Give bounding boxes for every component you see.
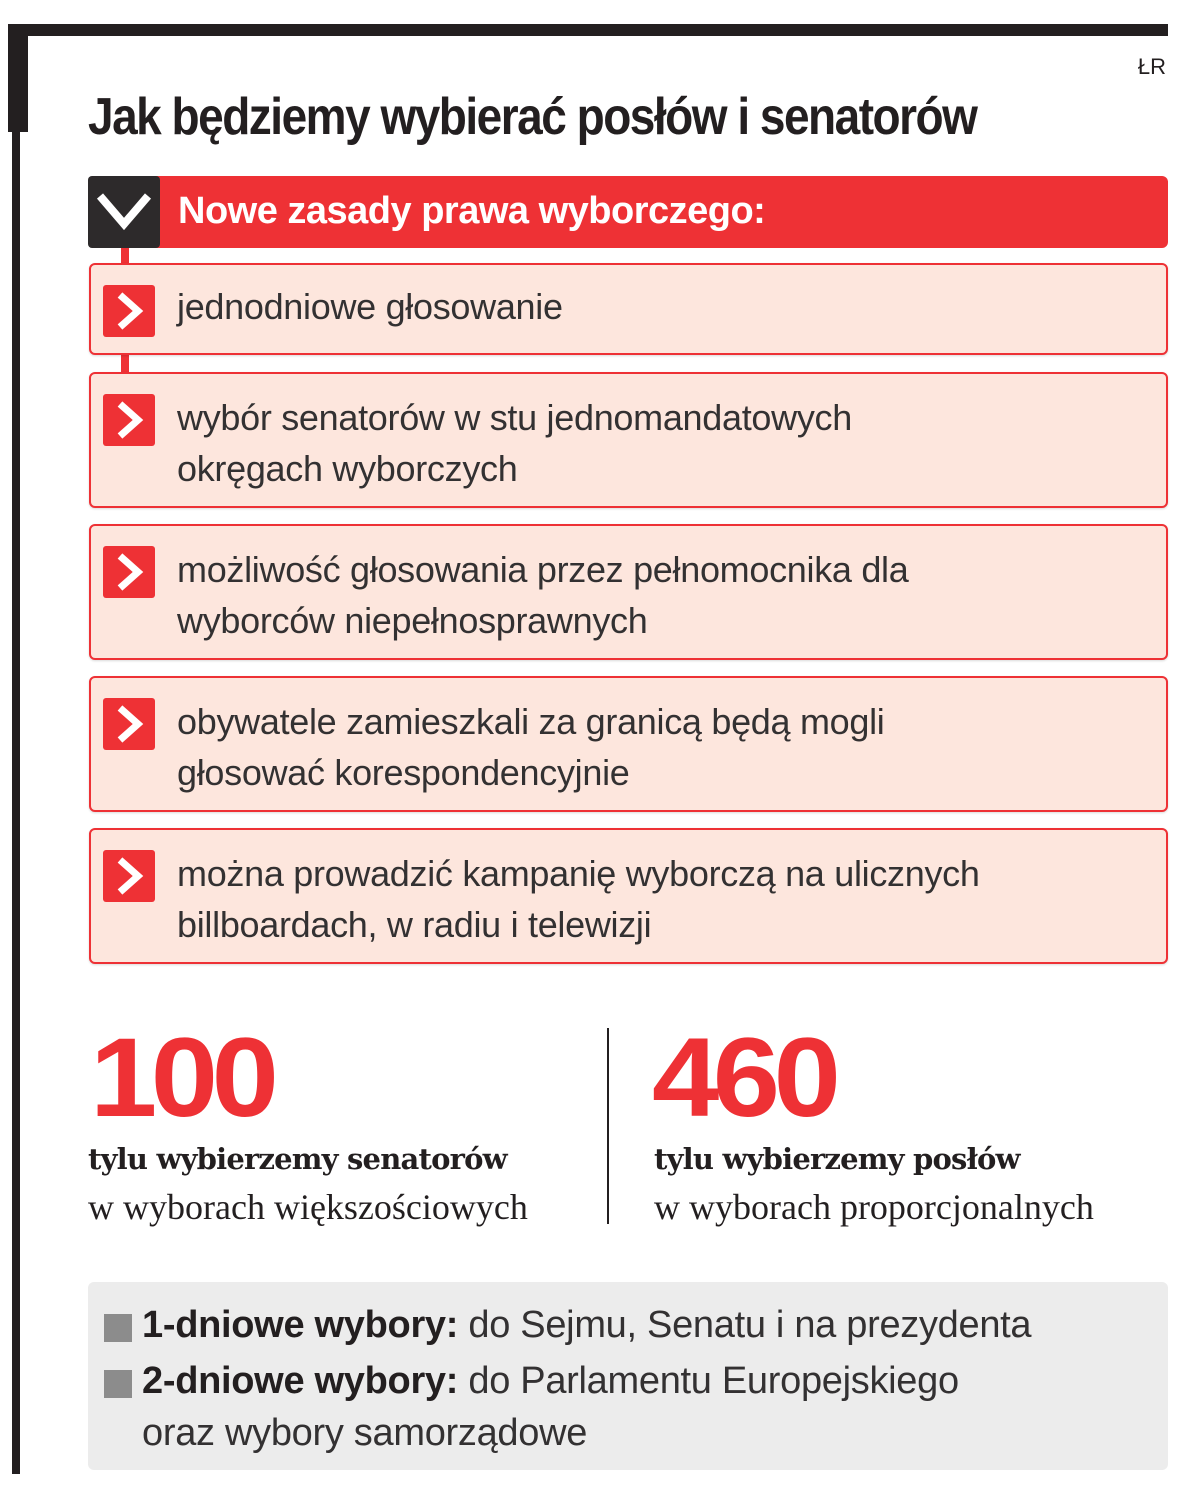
rule-text-line1: wybór senatorów w stu jednomandatowych — [177, 397, 852, 438]
frame-top-rule — [8, 24, 1168, 36]
chevron-down-icon — [88, 176, 160, 248]
rule-text-line1: jednodniowe głosowanie — [177, 286, 563, 327]
chevron-right-icon — [103, 285, 155, 337]
rule-text-line2: głosować korespondencyjnie — [177, 752, 630, 793]
stat-caption-bold: tylu wybierzemy posłów — [654, 1142, 1020, 1176]
stat-number-senators: 100 — [90, 1015, 273, 1140]
rule-item — [89, 828, 1168, 964]
note-text: do Parlamentu Europejskiego — [458, 1360, 959, 1402]
chevron-right-icon — [103, 546, 155, 598]
author-credit: ŁR — [1137, 54, 1166, 79]
stat-number-deputies: 460 — [652, 1015, 835, 1140]
chevron-right-icon — [103, 698, 155, 750]
rule-item — [89, 676, 1168, 812]
chevron-right-icon — [103, 394, 155, 446]
bullet-square-icon — [104, 1314, 132, 1342]
rule-item — [89, 372, 1168, 508]
stat-divider — [607, 1028, 609, 1224]
note-bold: 1-dniowe wybory: — [142, 1304, 459, 1346]
page-title: Jak będziemy wybierać posłów i senatorów — [88, 87, 977, 146]
note-bold: 2-dniowe wybory: — [142, 1360, 459, 1402]
stat-caption-bold: tylu wybierzemy senatorów — [88, 1142, 507, 1176]
stat-caption: w wyborach większościowych — [88, 1187, 528, 1227]
chevron-right-icon — [103, 850, 155, 902]
rule-text-line1: możliwość głosowania przez pełnomocnika dla — [177, 549, 909, 590]
rule-text-line2: wyborców niepełnosprawnych — [177, 600, 648, 641]
stat-caption: w wyborach proporcjonalnych — [654, 1187, 1094, 1227]
bullet-square-icon — [104, 1370, 132, 1398]
rule-item — [89, 524, 1168, 660]
note-line-continued: oraz wybory samorządowe — [142, 1412, 588, 1454]
rule-text-line2: billboardach, w radiu i telewizji — [177, 904, 652, 945]
frame-left-rule — [12, 24, 20, 1474]
connector-line — [121, 354, 129, 374]
connector-line — [121, 248, 129, 264]
rule-text-line2: okręgach wyborczych — [177, 448, 518, 489]
note-line — [142, 1360, 959, 1403]
note-text: do Sejmu, Senatu i na prezydenta — [458, 1304, 1032, 1346]
rules-header-label: Nowe zasady prawa wyborczego: — [178, 190, 766, 232]
rule-text-line1: można prowadzić kampanię wyborczą na ulicznych — [177, 853, 980, 894]
rule-text-line1: obywatele zamieszkali za granicą będą mogli — [177, 701, 885, 742]
rule-item — [89, 263, 1168, 355]
note-line — [142, 1304, 1031, 1347]
